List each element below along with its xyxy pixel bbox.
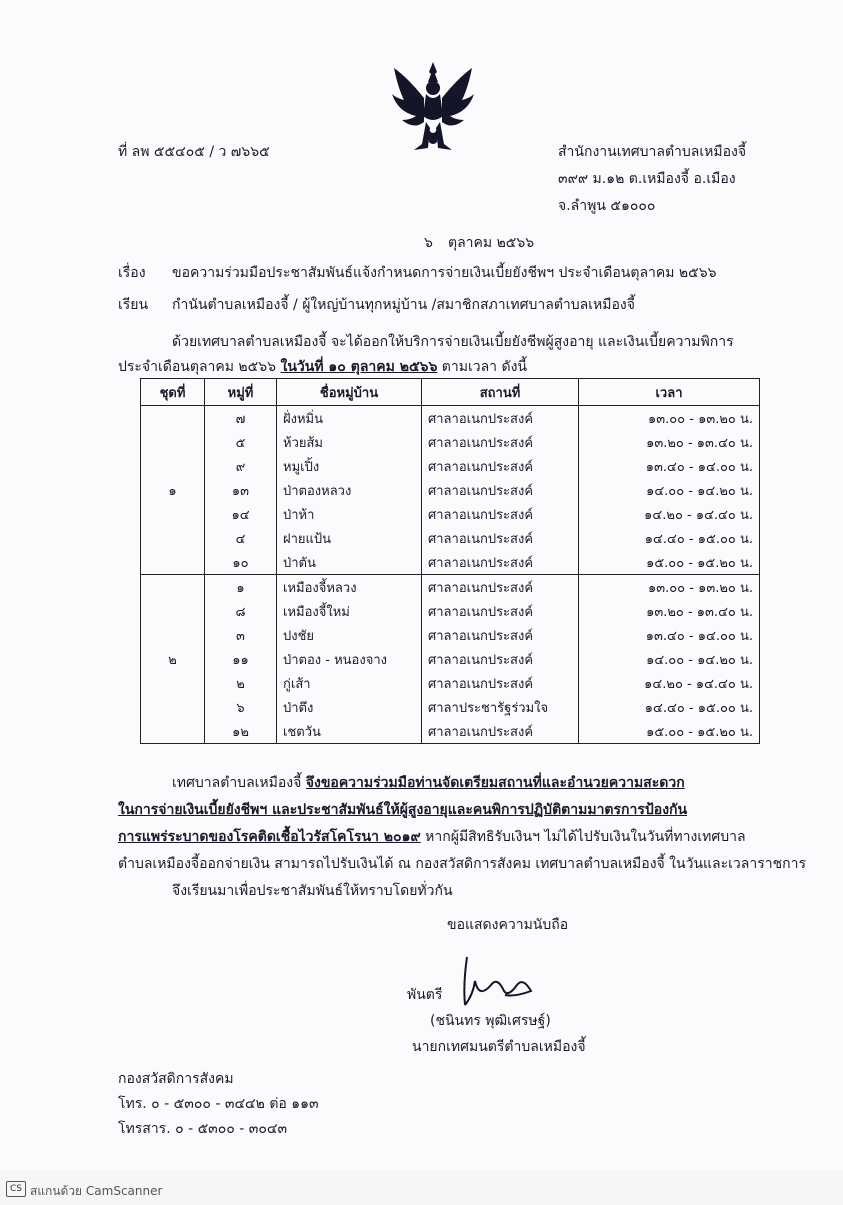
cell-place: ศาลาอเนกประสงค์ xyxy=(422,526,579,550)
table-row xyxy=(141,575,760,600)
subject-label: เรื่อง xyxy=(118,265,146,281)
cell-time: ๑๕.๐๐ - ๑๕.๒๐ น. xyxy=(579,550,760,575)
contact-department: กองสวัสดิการสังคม xyxy=(118,1071,234,1087)
cell-set-number: ๒ xyxy=(141,575,205,744)
table-row xyxy=(141,526,760,550)
table-row xyxy=(141,550,760,575)
cell-place: ศาลาประชารัฐร่วมใจ xyxy=(422,695,579,719)
cell-place: ศาลาอเนกประสงค์ xyxy=(422,719,579,744)
header-time: เวลา xyxy=(579,379,760,406)
signer-rank: พันตรี xyxy=(407,987,443,1003)
body-p1-line2: ในการจ่ายเงินเบี้ยยังชีพฯ และประชาสัมพันธ์ให้ผู้สูงอายุและคนพิการปฏิบัติตามมาตรการป้องกัน xyxy=(118,802,688,818)
cell-village: ป่าตัน xyxy=(277,550,422,575)
cell-moo: ๑๐ xyxy=(205,550,277,575)
header-set: ชุดที่ xyxy=(141,379,205,406)
cell-village: ป่าตึง xyxy=(277,695,422,719)
cell-moo: ๑๒ xyxy=(205,719,277,744)
recipient-label: เรียน xyxy=(118,297,149,313)
cell-village: หมูเปิ้ง xyxy=(277,454,422,478)
body-covid-emphasis: การแพร่ระบาดของโรคติดเชื้อไวรัสโคโรนา ๒๐๑๙ xyxy=(118,829,421,845)
cell-place: ศาลาอเนกประสงค์ xyxy=(422,454,579,478)
table-row xyxy=(141,623,760,647)
office-name: สำนักงานเทศบาลตำบลเหมืองจี้ xyxy=(558,144,747,160)
cell-moo: ๙ xyxy=(205,454,277,478)
cell-time: ๑๔.๔๐ - ๑๕.๐๐ น. xyxy=(579,695,760,719)
header-moo: หมู่ที่ xyxy=(205,379,277,406)
cell-place: ศาลาอเนกประสงค์ xyxy=(422,502,579,526)
cell-village: เชตวัน xyxy=(277,719,422,744)
cell-place: ศาลาอเนกประสงค์ xyxy=(422,550,579,575)
body-p1-line1 xyxy=(172,772,685,794)
cell-time: ๑๔.๔๐ - ๑๕.๐๐ น. xyxy=(579,526,760,550)
payment-date: ในวันที่ ๑๐ ตุลาคม ๒๕๖๖ xyxy=(280,359,438,375)
cell-village: กู่เส้า xyxy=(277,671,422,695)
date-day: ๖ xyxy=(424,235,433,251)
closing-regards: ขอแสดงความนับถือ xyxy=(447,917,569,933)
table-row xyxy=(141,719,760,744)
cell-place: ศาลาอเนกประสงค์ xyxy=(422,430,579,454)
cell-village: ป่าตองหลวง xyxy=(277,478,422,502)
signer-name: (ชนินทร พุฒิเศรษฐ์) xyxy=(430,1013,551,1029)
cell-place: ศาลาอเนกประสงค์ xyxy=(422,575,579,600)
cell-moo: ๗ xyxy=(205,406,277,431)
cell-time: ๑๓.๐๐ - ๑๓.๒๐ น. xyxy=(579,575,760,600)
table-row xyxy=(141,502,760,526)
cell-village: ฝายแป้น xyxy=(277,526,422,550)
office-address-line2: จ.ลำพูน ๕๑๐๐๐ xyxy=(558,198,656,214)
reference-number: ที่ ลพ ๕๕๔๐๕ / ว ๗๖๖๕ xyxy=(118,144,270,160)
payment-schedule-table xyxy=(140,378,760,744)
cell-time: ๑๔.๐๐ - ๑๔.๒๐ น. xyxy=(579,647,760,671)
body-request-emphasis: จึงขอความร่วมมือท่านจัดเตรียมสถานที่และอำนวยความสะดวก xyxy=(305,775,685,791)
body-p2: จึงเรียนมาเพื่อประชาสัมพันธ์ให้ทราบโดยทั่วกัน xyxy=(172,883,453,899)
table-body xyxy=(141,406,760,744)
office-address-line1: ๓๙๙ ม.๑๒ ต.เหมืองจี้ อ.เมือง xyxy=(558,171,736,187)
cell-moo: ๓ xyxy=(205,623,277,647)
cell-village: ห้วยส้ม xyxy=(277,430,422,454)
intro-line1: ด้วยเทศบาลตำบลเหมืองจี้ จะได้ออกให้บริการจ่ายเงินเบี้ยยังชีพผู้สูงอายุ และเงินเบี้ยความพิการ xyxy=(172,334,734,350)
header-place: สถานที่ xyxy=(422,379,579,406)
table-row xyxy=(141,647,760,671)
cell-time: ๑๓.๔๐ - ๑๔.๐๐ น. xyxy=(579,623,760,647)
cell-village: เหมืองจี้ใหม่ xyxy=(277,599,422,623)
cell-time: ๑๔.๐๐ - ๑๔.๒๐ น. xyxy=(579,478,760,502)
cell-place: ศาลาอเนกประสงค์ xyxy=(422,478,579,502)
cell-moo: ๘ xyxy=(205,599,277,623)
cell-time: ๑๔.๒๐ - ๑๔.๔๐ น. xyxy=(579,502,760,526)
cell-time: ๑๓.๐๐ - ๑๓.๒๐ น. xyxy=(579,406,760,431)
cell-moo: ๕ xyxy=(205,430,277,454)
table-row xyxy=(141,695,760,719)
cell-time: ๑๓.๒๐ - ๑๓.๔๐ น. xyxy=(579,599,760,623)
intro-line2-end: ตามเวลา ดังนี้ xyxy=(437,359,527,375)
table-row xyxy=(141,406,760,431)
cell-moo: ๔ xyxy=(205,526,277,550)
cell-time: ๑๓.๔๐ - ๑๔.๐๐ น. xyxy=(579,454,760,478)
cell-place: ศาลาอเนกประสงค์ xyxy=(422,623,579,647)
table-row xyxy=(141,599,760,623)
cell-moo: ๒ xyxy=(205,671,277,695)
date-month-year: ตุลาคม ๒๕๖๖ xyxy=(448,235,535,251)
cell-time: ๑๓.๒๐ - ๑๓.๔๐ น. xyxy=(579,430,760,454)
cell-set-number: ๑ xyxy=(141,406,205,575)
cell-village: ป่าตอง - หนองจาง xyxy=(277,647,422,671)
table-row xyxy=(141,454,760,478)
garuda-emblem-icon xyxy=(388,58,478,156)
camscanner-logo-icon: CS xyxy=(6,1181,26,1197)
table-row xyxy=(141,478,760,502)
body-p1-line3-end: หากผู้มีสิทธิรับเงินฯ ไม่ได้ไปรับเงินในวันที่ทางเทศบาล xyxy=(420,829,746,845)
cell-moo: ๑๔ xyxy=(205,502,277,526)
table-header-row xyxy=(141,379,760,406)
table-row xyxy=(141,671,760,695)
contact-telephone: โทร. ๐ - ๕๓๐๐ - ๓๔๔๒ ต่อ ๑๑๓ xyxy=(118,1096,319,1112)
cell-place: ศาลาอเนกประสงค์ xyxy=(422,671,579,695)
cell-village: เหมืองจี้หลวง xyxy=(277,575,422,600)
cell-moo: ๖ xyxy=(205,695,277,719)
recipient-text: กำนันตำบลเหมืองจี้ / ผู้ใหญ่บ้านทุกหมู่บ้าน /สมาชิกสภาเทศบาลตำบลเหมืองจี้ xyxy=(172,297,635,313)
subject-text: ขอความร่วมมือประชาสัมพันธ์แจ้งกำหนดการจ่ายเงินเบี้ยยังชีพฯ ประจำเดือนตุลาคม ๒๕๖๖ xyxy=(172,265,717,281)
body-p1-line1-start: เทศบาลตำบลเหมืองจี้ xyxy=(172,775,306,791)
signer-position: นายกเทศมนตรีตำบลเหมืองจี้ xyxy=(412,1039,586,1055)
header-village: ชื่อหมู่บ้าน xyxy=(277,379,422,406)
table-row xyxy=(141,430,760,454)
cell-village: ป่าห้า xyxy=(277,502,422,526)
body-p1-line4: ตำบลเหมืองจี้ออกจ่ายเงิน สามารถไปรับเงินได้ ณ กองสวัสดิการสังคม เทศบาลตำบลเหมืองจี้ ในวันและเวลาราชการ xyxy=(118,856,806,872)
intro-line2-start: ประจำเดือนตุลาคม ๒๕๖๖ xyxy=(118,359,281,375)
cell-moo: ๑๓ xyxy=(205,478,277,502)
cell-village: ปงชัย xyxy=(277,623,422,647)
cell-time: ๑๔.๒๐ - ๑๔.๔๐ น. xyxy=(579,671,760,695)
intro-line2 xyxy=(118,356,527,378)
camscanner-watermark: สแกนด้วย CamScanner xyxy=(30,1184,163,1198)
cell-time: ๑๕.๐๐ - ๑๕.๒๐ น. xyxy=(579,719,760,744)
cell-place: ศาลาอเนกประสงค์ xyxy=(422,599,579,623)
body-p1-line3 xyxy=(118,826,746,848)
cell-place: ศาลาอเนกประสงค์ xyxy=(422,406,579,431)
contact-fax: โทรสาร. ๐ - ๕๓๐๐ - ๓๐๔๓ xyxy=(118,1121,288,1137)
cell-moo: ๑ xyxy=(205,575,277,600)
cell-moo: ๑๑ xyxy=(205,647,277,671)
cell-village: ฝั่งหมิ่น xyxy=(277,406,422,431)
signature-mark-icon xyxy=(445,955,540,1010)
cell-place: ศาลาอเนกประสงค์ xyxy=(422,647,579,671)
